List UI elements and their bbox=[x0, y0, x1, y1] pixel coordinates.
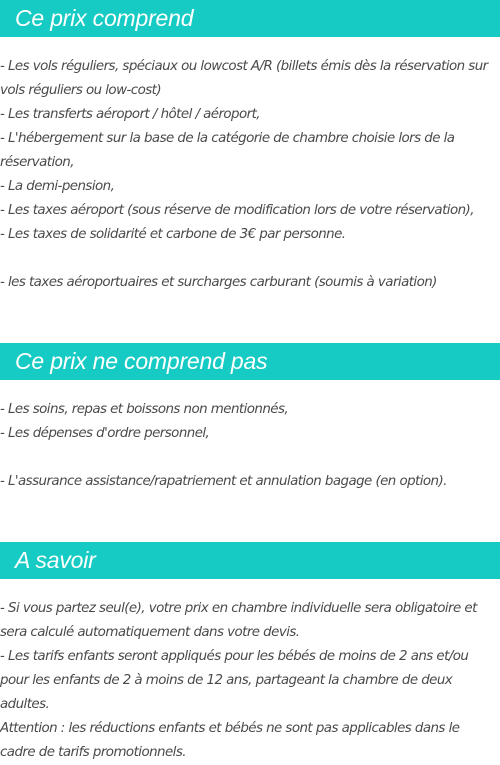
section-good-to-know bbox=[0, 542, 500, 765]
section-body bbox=[0, 55, 500, 295]
list-item: - les taxes aéroportuaires et surcharges carburant (soumis à variation) bbox=[0, 275, 437, 290]
section-body bbox=[0, 597, 500, 765]
list-item: - Les taxes aéroport (sous réserve de modification lors de votre réservation), bbox=[0, 203, 474, 218]
section-title: Ce prix ne comprend pas bbox=[0, 343, 500, 380]
list-item: - Les taxes de solidarité et carbone de 3€ par personne. bbox=[0, 227, 346, 242]
section-not-included bbox=[0, 343, 500, 494]
list-item: - Les dépenses d'ordre personnel, bbox=[0, 426, 210, 441]
section-title: A savoir bbox=[0, 542, 500, 579]
section-included bbox=[0, 0, 500, 295]
list-item: Attention : les réductions enfants et bébés ne sont pas applicables dans le cadre de tarifs promotionnels. bbox=[0, 721, 460, 760]
list-item: - Les transferts aéroport / hôtel / aéroport, bbox=[0, 107, 261, 122]
list-item: - L'assurance assistance/rapatriement et annulation bagage (en option). bbox=[0, 474, 447, 489]
list-item: - L'hébergement sur la base de la catégorie de chambre choisie lors de la réservation, bbox=[0, 131, 455, 170]
blank-line bbox=[0, 446, 498, 470]
section-title: Ce prix comprend bbox=[0, 0, 500, 37]
list-item: - La demi-pension, bbox=[0, 179, 115, 194]
list-item: - Les vols réguliers, spéciaux ou lowcost A/R (billets émis dès la réservation sur vols réguliers ou low-cost) bbox=[0, 59, 488, 98]
section-body bbox=[0, 398, 500, 494]
list-item: - Les soins, repas et boissons non mentionnés, bbox=[0, 402, 289, 417]
list-item: - Les tarifs enfants seront appliqués pour les bébés de moins de 2 ans et/ou pour les enfants de 2 à moins de 12 ans, partageant la chambre de deux adultes. bbox=[0, 649, 469, 712]
blank-line bbox=[0, 247, 498, 271]
list-item: - Si vous partez seul(e), votre prix en chambre individuelle sera obligatoire et sera calculé automatiquement dans votre devis. bbox=[0, 601, 477, 640]
